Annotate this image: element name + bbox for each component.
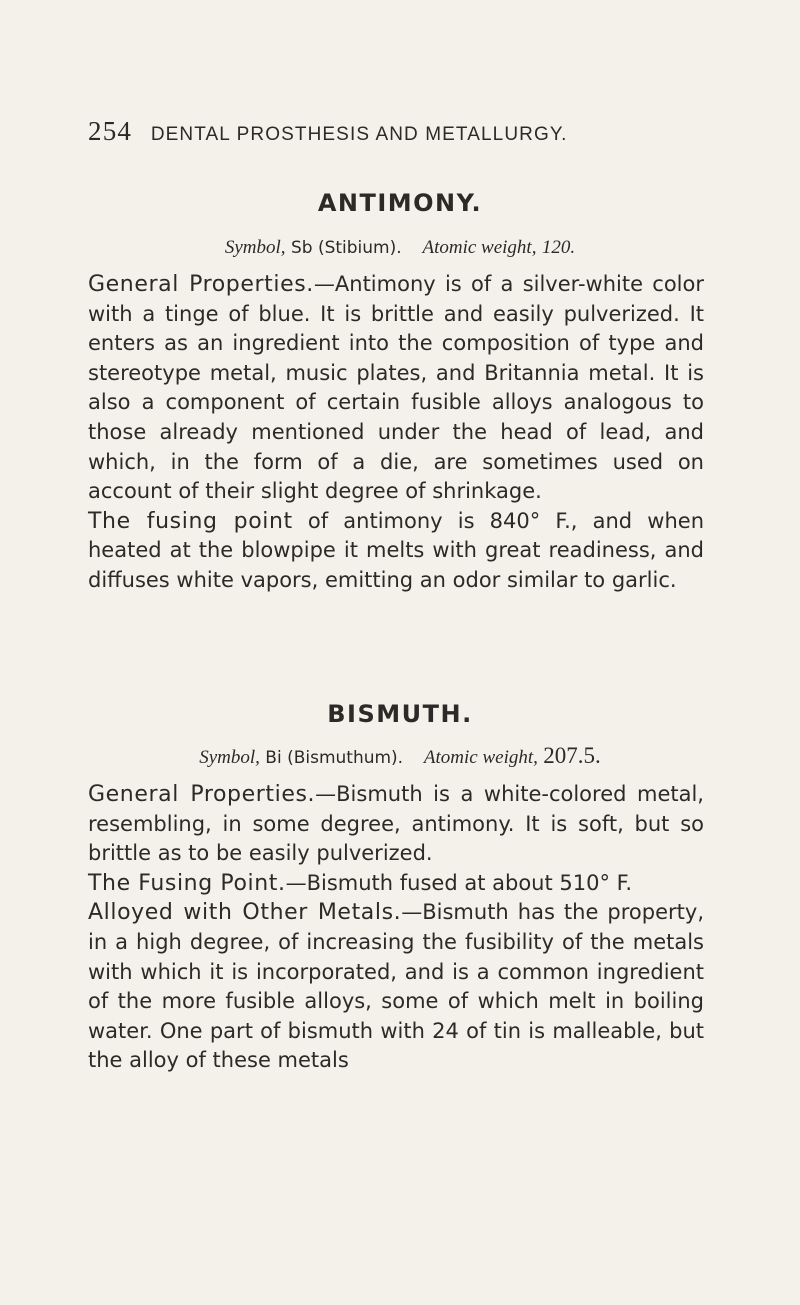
paragraph-head: Alloyed with Other Metals. <box>88 900 402 926</box>
bismuth-weight-value: 207.5. <box>543 743 601 768</box>
antimony-symbol-label: Symbol, <box>224 237 286 258</box>
paragraph-text: —Antimony is of a silver-white color with a tinge of blue. It is brittle and easily pulverized. It enters as an ingredient into the composition of type and stereotype metal, music plates, and Britannia metal. It is also a component of certain fusible alloys analogous to those already mentioned under the head of lead, and which, in the form of a die, are sometimes used on account of their slight degree of shrinkage. <box>88 272 704 504</box>
page-number: 254 <box>88 116 133 146</box>
bismuth-symbol-line <box>88 744 712 770</box>
paragraph-text: —Bismuth has the property, in a high degree, of increasing the fusibility of the metals with which it is incorporated, and is a common ingredient of the more fusible alloys, some of which melt in boiling water. One part of bismuth with 24 of tin is malleable, but the alloy of these metals <box>88 900 704 1073</box>
bismuth-symbol-label: Symbol, <box>199 747 260 768</box>
bismuth-symbol-value: Bi (Bismuthum). <box>265 748 404 768</box>
antimony-symbol-line <box>88 236 712 260</box>
bismuth-weight-label: Atomic weight, <box>423 747 538 768</box>
running-head <box>88 116 728 150</box>
antimony-title: ANTIMONY. <box>317 189 483 217</box>
paragraph-head: The fusing point <box>88 508 293 534</box>
bismuth-paragraph <box>88 869 704 899</box>
antimony-paragraph <box>88 270 704 507</box>
bismuth-title: BISMUTH. <box>327 700 473 728</box>
paragraph-head: The Fusing Point. <box>88 870 286 896</box>
paragraph-head: General Properties. <box>88 272 314 297</box>
antimony-body <box>88 270 704 596</box>
antimony-weight-label: Atomic weight, <box>422 237 537 258</box>
paragraph-text: —Bismuth fused at about 510° F. <box>285 870 633 895</box>
paragraph-text: of antimony is 840° F., and when heated at the blowpipe it melts with great readiness, and diffuses white vapors, emitting an odor similar to garlic. <box>88 508 704 592</box>
paragraph-text: —Bismuth is a white-colored metal, resembling, in some degree, antimony. It is soft, but so brittle as to be easily pulverized. <box>88 782 704 866</box>
antimony-weight-value: 120. <box>541 237 576 258</box>
paragraph-head: General Properties. <box>88 782 316 807</box>
bismuth-paragraph <box>88 780 704 869</box>
antimony-symbol-value: Sb (Stibium). <box>290 238 402 258</box>
bismuth-paragraph <box>88 898 704 1076</box>
running-head-title: DENTAL PROSTHESIS AND METALLURGY. <box>150 124 568 145</box>
antimony-paragraph <box>88 507 704 596</box>
bismuth-body <box>88 780 704 1076</box>
